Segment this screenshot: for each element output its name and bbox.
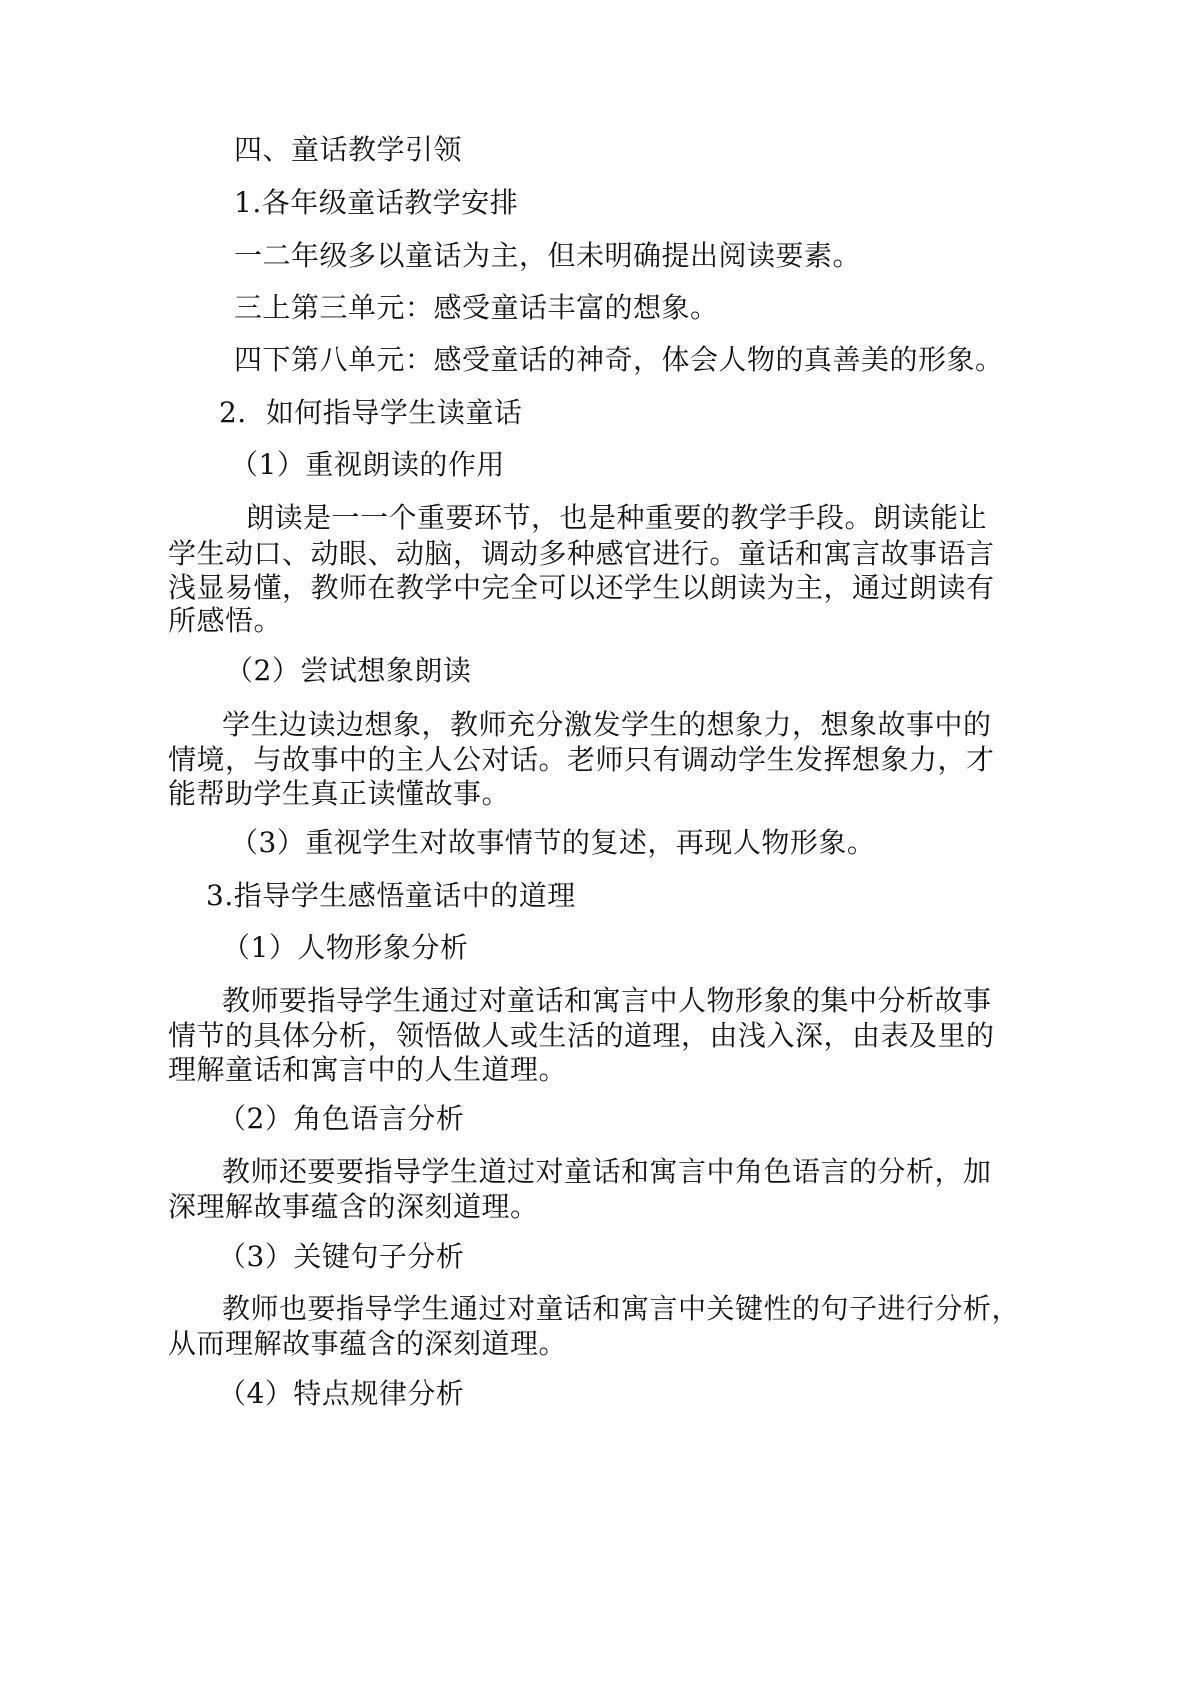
paragraph-line: 朗读是一一个重要环节，也是种重要的教学手段。朗读能让 [246,501,988,534]
item-heading: （2）尝试想象朗读 [225,654,472,687]
paragraph-line: 教师还要要指导学生道过对童话和寓言中角色语言的分析，加 [222,1155,992,1188]
item-heading: （2）角色语言分析 [218,1102,465,1135]
item-heading: （3）关键句子分析 [218,1240,465,1273]
paragraph-line: 学生动口、动眼、动脑，调动多种感官进行。童话和寓言故事语言 [168,537,995,570]
item-heading: （1）重视朗读的作用 [230,448,505,481]
paragraph-line: 学生边读边想象，教师充分激发学生的想象力，想象故事中的 [222,708,992,741]
paragraph-line: 浅显易懂，教师在教学中完全可以还学生以朗读为主，通过朗读有 [168,571,995,604]
paragraph-line: 一二年级多以童话为主，但未明确提出阅读要素。 [234,239,862,272]
paragraph-line: 四下第八单元：感受童话的神奇，体会人物的真善美的形象。 [234,343,1004,376]
item-heading: （3）重视学生对故事情节的复述，再现人物形象。 [230,826,876,859]
paragraph-line: 三上第三单元：感受童话丰富的想象。 [234,291,719,324]
paragraph-line: 情境，与故事中的主人公对话。老师只有调动学生发挥想象力，才 [168,743,995,776]
subsection-heading: 3.指导学生感悟童话中的道理 [206,879,576,912]
paragraph-line: 能帮助学生真正读懂故事。 [168,777,511,810]
paragraph-line: 教师也要指导学生通过对童话和寓言中关键性的句子进行分析， [222,1292,1021,1325]
paragraph-line: 深理解故事蕴含的深刻道理。 [168,1190,539,1223]
item-heading: （1）人物形象分析 [222,931,469,964]
subsection-heading: 1.各年级童话教学安排 [234,186,519,219]
paragraph-line: 从而理解故事蕴含的深刻道理。 [168,1327,568,1360]
item-heading: （4）特点规律分析 [218,1377,465,1410]
paragraph-line: 理解童话和寓言中的人生道理。 [168,1053,568,1086]
section-heading: 四、童话教学引领 [234,133,463,166]
subsection-heading: 2．如何指导学生读童话 [219,396,523,429]
paragraph-line: 教师要指导学生通过对童话和寓言中人物形象的集中分析故事 [222,984,992,1017]
paragraph-line: 所感悟。 [168,604,283,637]
paragraph-line: 情节的具体分析，领悟做人或生活的道理，由浅入深，由表及里的 [168,1019,995,1052]
